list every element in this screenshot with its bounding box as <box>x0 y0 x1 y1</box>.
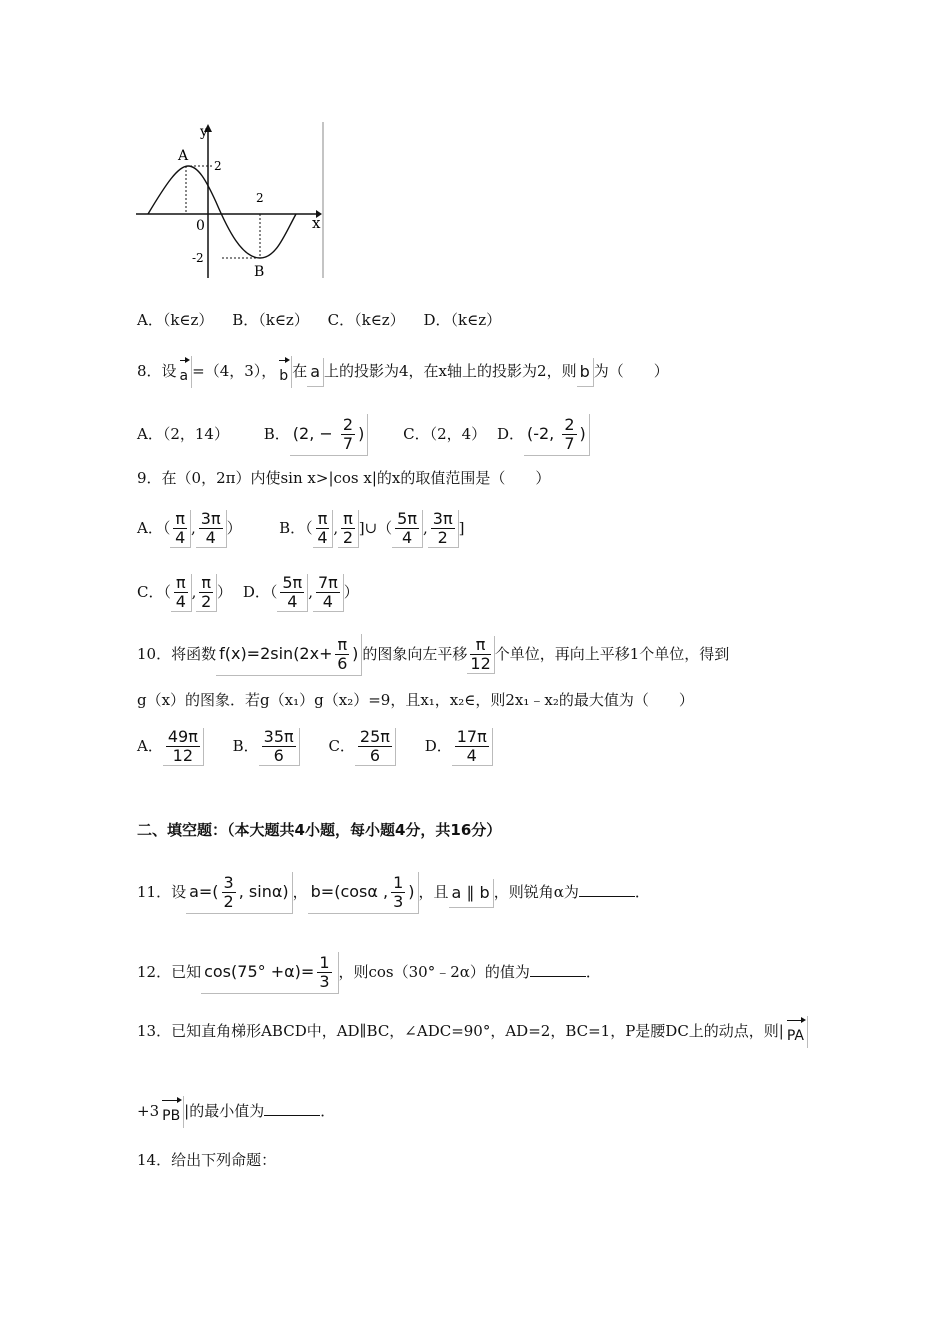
q8-option-d-value <box>524 414 590 456</box>
q9-b-n1: π <box>317 509 328 528</box>
q8-text-4: 上的投影为4，在x轴上的投影为2，则 <box>324 362 577 380</box>
q11-b-num: 1 <box>393 873 404 892</box>
q10-func-frac <box>332 636 352 673</box>
q9-b-n4: 3π <box>432 509 453 528</box>
q12-text-1: 12．已知 <box>137 963 202 981</box>
q9-stem: 9．在（0，2π）内使sin x>|cos x|的x的取值范围是（ ） <box>137 469 551 487</box>
point-b-label: B <box>254 264 265 278</box>
section-2-heading: 二、填空题：（本大题共4小题，每小题4分，共16分） <box>137 821 502 839</box>
q9-c-frac2 <box>196 574 217 612</box>
q11-a-right: , sinα) <box>238 882 289 901</box>
q8-option-b-value <box>290 414 369 456</box>
q8-text-2: =（4，3）， <box>192 362 277 380</box>
q10-option-b: B． <box>232 737 259 755</box>
q10-function <box>216 634 362 676</box>
q9-b-end: ] <box>458 519 465 537</box>
q11-a-num: 3 <box>223 873 234 892</box>
q9-a-d1: 4 <box>175 528 186 547</box>
q9-a-n1: π <box>175 509 185 528</box>
q11-vector-a <box>186 872 293 914</box>
q11-a-frac <box>219 874 239 911</box>
q11-b-right: ) <box>408 882 415 901</box>
q9-options-ab: A．（ $\frac{\pi}{4}$ , $\frac{3\pi}{4}$ ） B．（ $\frac{\pi}{4}$ , $\frac{\pi}{2}$ ]∪（ $\frac{5\pi}{4}$ , $\frac{3\pi}{2}$ ] <box>137 509 465 547</box>
q10-shift-frac <box>467 636 494 674</box>
vector-pb: PB <box>159 1096 184 1128</box>
q9-a-frac1 <box>170 510 191 548</box>
q14-stem: 14．给出下列命题： <box>137 1151 277 1169</box>
q8-option-a: A．（2，14） <box>137 425 229 443</box>
q9-d-n2: 7π <box>317 573 338 592</box>
q7-option-c: C．（k∈z） <box>327 311 405 329</box>
vector-pa: PA <box>784 1016 808 1048</box>
q10-c-num: 25π <box>359 727 390 746</box>
vector-a-ref: a <box>307 358 324 387</box>
q8-option-b: B． <box>263 425 290 443</box>
q9-a-d2: 4 <box>205 528 216 547</box>
q10-d-num: 17π <box>456 727 487 746</box>
q13-text-1: 13．已知直角梯形ABCD中，AD∥BC，∠ADC=90°，AD=2，BC=1，P是腰DC上的动点，则| <box>137 1022 784 1040</box>
q10-b-num: 35π <box>263 727 294 746</box>
tick-neg2-label: -2 <box>192 251 204 265</box>
q8-d-frac <box>559 416 579 453</box>
origin-label: 0 <box>196 218 205 234</box>
q9-b-d4: 2 <box>437 528 448 547</box>
q8-text-1: 8．设 <box>137 362 177 380</box>
q11-stem <box>137 872 650 914</box>
q13-end: ． <box>320 1102 336 1120</box>
q8-b-left: (2, − <box>292 424 333 443</box>
q9-a-n2: 3π <box>200 509 221 528</box>
q8-d-den: 7 <box>564 434 575 453</box>
q10-func-num: π <box>337 635 348 654</box>
q9-c-frac1 <box>171 574 192 612</box>
q9-option-d: D．（ <box>242 583 278 601</box>
tick-2-x-label: 2 <box>256 191 264 205</box>
q8-option-d: D． <box>496 425 524 443</box>
q9-b-d1: 4 <box>317 528 328 547</box>
q13-stem-line2 <box>137 1096 335 1128</box>
vector-b: b <box>276 356 292 388</box>
q11-text-1: 11．设 <box>137 883 187 901</box>
q10-shift-num: π <box>470 636 490 655</box>
q12-condition <box>201 952 338 994</box>
q9-d-frac1 <box>277 574 308 612</box>
q9-b-frac1 <box>313 510 334 548</box>
tick-2-y-label: 2 <box>214 159 222 173</box>
q12-cond-frac <box>314 954 334 991</box>
q8-text-3: 在 <box>292 362 308 380</box>
q8-b-right: ) <box>358 424 365 443</box>
q9-c-n2: π <box>201 573 212 592</box>
q9-c-d2: 2 <box>201 592 212 611</box>
q9-b-frac2 <box>338 510 359 548</box>
q10-func-right: ) <box>352 644 359 663</box>
q10-c-den: 6 <box>369 746 381 765</box>
q9-options-cd: C．（ $\frac{\pi}{4}$ , $\frac{\pi}{2}$ ） D．（ $\frac{5\pi}{4}$ , $\frac{7\pi}{4}$ ） <box>137 573 359 611</box>
q9-c-d1: 4 <box>175 592 186 611</box>
q11-a-den: 2 <box>223 892 234 911</box>
q8-b-frac <box>338 416 358 453</box>
q13-stem-line1 <box>137 1016 808 1048</box>
q10-d-frac <box>452 728 493 766</box>
q10-option-a: A． <box>137 737 163 755</box>
q10-func-den: 6 <box>337 654 348 673</box>
q10-text-1: 10．将函数 <box>137 645 217 663</box>
q8-stem <box>137 356 669 388</box>
q9-b-n2: π <box>343 509 353 528</box>
q10-stem-line1 <box>137 634 729 676</box>
vector-a: a <box>177 356 193 388</box>
sine-graph-figure <box>136 122 326 278</box>
q10-a-frac <box>163 728 204 766</box>
q10-b-den: 6 <box>273 746 284 765</box>
q9-b-frac4 <box>428 510 459 548</box>
q9-a-frac2 <box>196 510 227 548</box>
q10-options <box>137 728 493 766</box>
q9-a-end: ） <box>226 519 242 537</box>
q7-option-b: B．（k∈z） <box>232 311 309 329</box>
q8-d-right: ) <box>579 424 586 443</box>
q10-text-2: 的图象向左平移 <box>362 645 468 663</box>
q10-c-frac <box>355 728 396 766</box>
q9-d-frac2 <box>313 574 344 612</box>
q13-plus-3: +3 <box>137 1102 160 1120</box>
sine-graph-svg <box>136 122 326 278</box>
q12-cond-left: cos(75° +α)= <box>204 962 315 981</box>
q9-b-n3: 5π <box>397 509 417 528</box>
q10-shift-den: 12 <box>470 654 491 673</box>
q9-d-d1: 4 <box>287 592 298 611</box>
q11-comma: ， <box>292 883 308 901</box>
q10-option-c: C． <box>328 737 355 755</box>
q11-a-left: a=( <box>189 882 219 901</box>
point-a-label: A <box>178 148 189 164</box>
q9-b-d3: 4 <box>401 528 413 547</box>
q9-option-c: C．（ <box>137 583 171 601</box>
q13-text-2: |的最小值为 <box>184 1102 265 1120</box>
q12-cond-den: 3 <box>319 972 330 991</box>
q10-d-den: 4 <box>466 746 477 765</box>
q11-end: ． <box>634 883 650 901</box>
q9-d-end: ） <box>343 583 359 601</box>
q12-stem <box>137 952 601 994</box>
q11-vector-b <box>308 872 419 914</box>
q9-d-n1: 5π <box>282 573 303 592</box>
y-axis-label: y <box>200 124 208 140</box>
q8-text-5: 为（ ） <box>593 362 669 380</box>
q11-answer-blank[interactable] <box>579 882 635 897</box>
q11-b-den: 3 <box>393 892 404 911</box>
vector-b-ref: b <box>577 358 594 387</box>
q8-d-num: 2 <box>564 415 575 434</box>
q9-b-d2: 2 <box>342 528 354 547</box>
q9-c-end: ） <box>217 583 233 601</box>
q8-option-c: C．（2，4） <box>403 425 487 443</box>
q11-b-left: b=(cosα , <box>310 882 389 901</box>
q7-options <box>137 308 501 332</box>
q10-a-den: 12 <box>172 746 194 765</box>
q10-stem-line2: g（x）的图象．若g（x₁）g（x₂）=9，且x₁，x₂∈，则2x₁﹣x₂的最大值为（ ） <box>137 691 694 709</box>
q8-d-left: (-2, <box>526 424 555 443</box>
q12-answer-blank[interactable] <box>530 962 586 977</box>
q11-text-2: ，且 <box>418 883 449 901</box>
q10-a-num: 49π <box>167 727 198 746</box>
q7-option-d: D．（k∈z） <box>423 311 502 329</box>
q10-func-left: f(x)=2sin(2x+ <box>219 644 333 663</box>
q7-option-a: A．（k∈z） <box>137 311 214 329</box>
q9-option-a: A．（ <box>137 519 171 537</box>
q8-options <box>137 414 590 456</box>
x-axis-label: x <box>312 214 321 232</box>
q11-text-3: ，则锐角α为 <box>493 883 579 901</box>
q8-b-den: 7 <box>342 434 354 453</box>
q11-parallel: a ∥ b <box>449 879 494 908</box>
q9-option-b: B．（ <box>279 519 313 537</box>
q11-b-frac <box>388 874 408 911</box>
q12-text-2: ，则cos（30°﹣2α）的值为 <box>338 963 530 981</box>
q8-b-num: 2 <box>342 415 354 434</box>
q12-end: ． <box>585 963 601 981</box>
q10-option-d: D． <box>424 737 452 755</box>
q10-b-frac <box>259 728 300 766</box>
q9-d-d2: 4 <box>322 592 333 611</box>
q9-b-mid: ]∪（ <box>358 519 393 537</box>
q9-c-n1: π <box>175 573 186 592</box>
q12-cond-num: 1 <box>319 953 330 972</box>
q9-b-frac3 <box>392 510 423 548</box>
q10-text-3: 个单位，再向上平移1个单位，得到 <box>494 645 730 663</box>
q13-answer-blank[interactable] <box>264 1101 320 1116</box>
